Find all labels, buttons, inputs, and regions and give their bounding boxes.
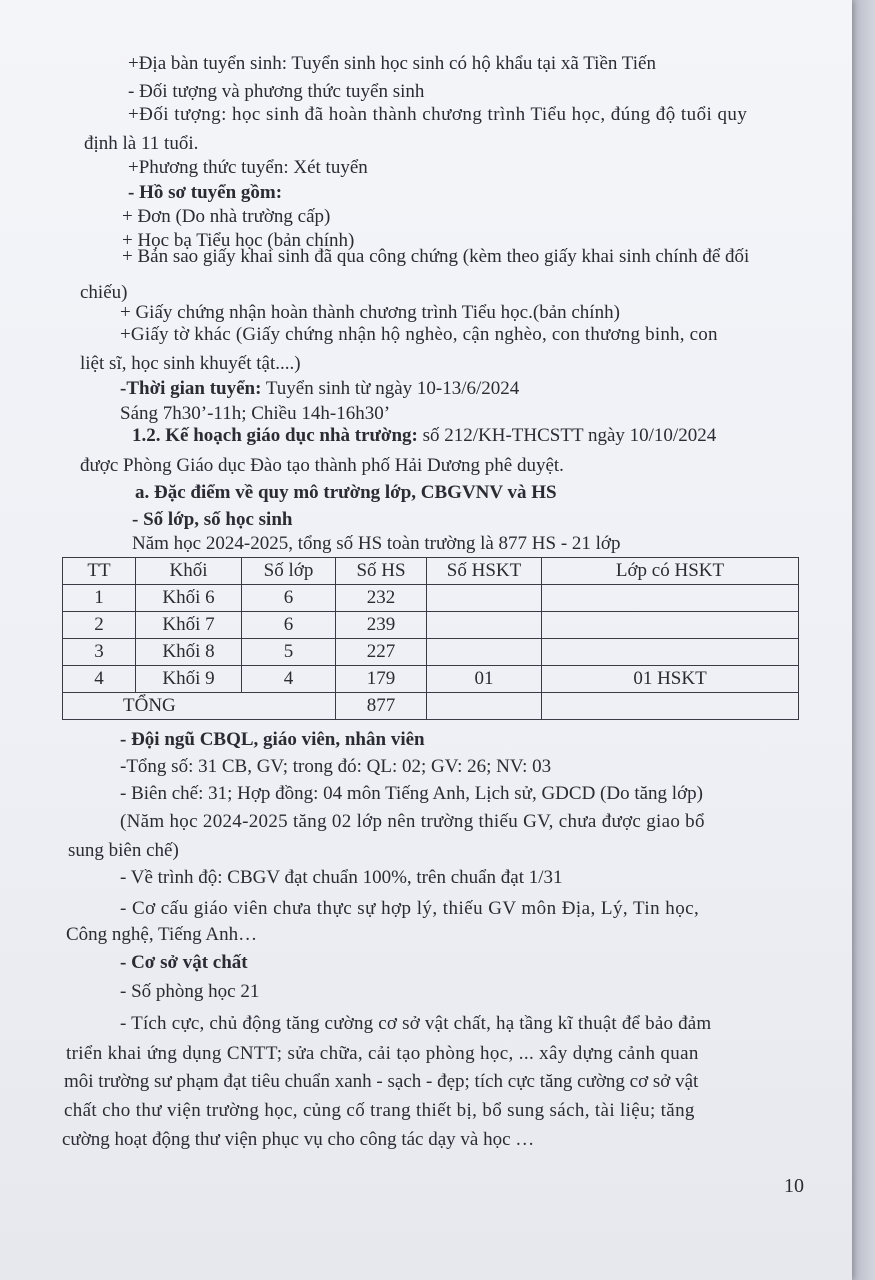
table-total-row: [63, 693, 799, 720]
section-heading: - Đội ngũ CBQL, giáo viên, nhân viên: [120, 729, 425, 750]
table-header-cell: Lớp có HSKT: [542, 558, 799, 585]
section-heading: a. Đặc điểm về quy mô trường lớp, CBGVNV và HS: [135, 482, 557, 503]
table-cell: [542, 693, 799, 720]
table-row: [63, 639, 799, 666]
text-line: +Giấy tờ khác (Giấy chứng nhận hộ nghèo, cận nghèo, con thương binh, con: [120, 324, 718, 345]
text-line: - Đối tượng và phương thức tuyển sinh: [128, 81, 425, 102]
page-number: 10: [784, 1175, 804, 1197]
table-cell: [542, 585, 799, 612]
table-row: [63, 666, 799, 693]
text-line: định là 11 tuổi.: [84, 133, 199, 154]
text-line: + Bản sao giấy khai sinh đã qua công chứng (kèm theo giấy khai sinh chính để đối: [122, 246, 750, 267]
table-cell: 4: [242, 666, 336, 693]
text-line: sung biên chế): [68, 840, 179, 861]
text-line: +Phương thức tuyển: Xét tuyển: [128, 157, 368, 178]
table-cell: [427, 693, 542, 720]
text-line: - Biên chế: 31; Hợp đồng: 04 môn Tiếng Anh, Lịch sử, GDCD (Do tăng lớp): [120, 783, 703, 804]
table-row: [63, 612, 799, 639]
text-line: +Đối tượng: học sinh đã hoàn thành chương trình Tiểu học, đúng độ tuổi quy: [128, 104, 748, 125]
text-line: - Cơ cấu giáo viên chưa thực sự hợp lý, thiếu GV môn Địa, Lý, Tin học,: [120, 898, 700, 919]
text-line: + Học bạ Tiểu học (bản chính): [122, 230, 355, 251]
table-cell: 5: [242, 639, 336, 666]
table-cell: 2: [63, 612, 136, 639]
total-students: 877: [336, 693, 427, 720]
text-line: -Tổng số: 31 CB, GV; trong đó: QL: 02; GV: 26; NV: 03: [120, 756, 552, 777]
text-line: chất cho thư viện trường học, củng cố trang thiết bị, bổ sung sách, tài liệu; tăng: [64, 1100, 695, 1121]
plan-heading: 1.2. Kế hoạch giáo dục nhà trường:: [132, 425, 418, 446]
text-line: [120, 377, 519, 401]
table-cell: 3: [63, 639, 136, 666]
text-line: + Đơn (Do nhà trường cấp): [122, 206, 331, 227]
table-cell: [427, 585, 542, 612]
table-cell: Khối 8: [136, 639, 242, 666]
table-cell: 6: [242, 612, 336, 639]
time-label: -Thời gian tuyển:: [120, 378, 262, 399]
table-header-cell: Khối: [136, 558, 242, 585]
text-line: môi trường sư phạm đạt tiêu chuẩn xanh - sạch - đẹp; tích cực tăng cường cơ sở vật: [64, 1071, 699, 1092]
table-cell: [427, 639, 542, 666]
table-header-row: [63, 558, 799, 585]
background-edge: [852, 0, 875, 1280]
table-header-cell: TT: [63, 558, 136, 585]
table-header-cell: Số HSKT: [427, 558, 542, 585]
section-heading: - Hồ sơ tuyển gồm:: [128, 182, 283, 203]
table-cell: 232: [336, 585, 427, 612]
table-cell: 179: [336, 666, 427, 693]
text-line: [132, 424, 716, 448]
text-line: liệt sĩ, học sinh khuyết tật....): [80, 353, 301, 374]
text-line: +Địa bàn tuyển sinh: Tuyển sinh học sinh có hộ khẩu tại xã Tiền Tiến: [128, 53, 656, 74]
table-cell: 227: [336, 639, 427, 666]
text-line: cường hoạt động thư viện phục vụ cho công tác dạy và học …: [62, 1129, 535, 1150]
table-cell: Khối 9: [136, 666, 242, 693]
table-header-cell: Số lớp: [242, 558, 336, 585]
text-line: (Năm học 2024-2025 tăng 02 lớp nên trường thiếu GV, chưa được giao bổ: [120, 811, 705, 832]
time-value: Tuyển sinh từ ngày 10-13/6/2024: [261, 378, 520, 399]
section-heading: - Cơ sở vật chất: [120, 952, 248, 973]
text-line: chiếu): [80, 282, 128, 303]
table-cell: [542, 612, 799, 639]
text-line: - Số phòng học 21: [120, 981, 260, 1002]
table-cell: 01: [427, 666, 542, 693]
text-line: triển khai ứng dụng CNTT; sửa chữa, cải tạo phòng học, ... xây dựng cảnh quan: [66, 1043, 699, 1064]
table-header-cell: Số HS: [336, 558, 427, 585]
section-heading: - Số lớp, số học sinh: [132, 509, 293, 530]
text-line: Công nghệ, Tiếng Anh…: [66, 924, 258, 945]
table-cell: 01 HSKT: [542, 666, 799, 693]
text-line: Năm học 2024-2025, tổng số HS toàn trường là 877 HS - 21 lớp: [132, 533, 621, 554]
table-cell: 6: [242, 585, 336, 612]
text-line: - Tích cực, chủ động tăng cường cơ sở vật chất, hạ tầng kĩ thuật để bảo đảm: [120, 1013, 712, 1034]
table-cell: 4: [63, 666, 136, 693]
table-cell: Khối 7: [136, 612, 242, 639]
plan-value: số 212/KH-THCSTT ngày 10/10/2024: [417, 425, 717, 446]
text-line: Sáng 7h30’-11h; Chiều 14h-16h30’: [120, 403, 391, 424]
text-line: được Phòng Giáo dục Đào tạo thành phố Hải Dương phê duyệt.: [80, 455, 564, 476]
text-line: + Giấy chứng nhận hoàn thành chương trình Tiểu học.(bản chính): [120, 302, 620, 323]
table-cell: [427, 612, 542, 639]
text-line: - Về trình độ: CBGV đạt chuẩn 100%, trên chuẩn đạt 1/31: [120, 867, 563, 888]
student-table: [62, 557, 799, 720]
table-cell: 239: [336, 612, 427, 639]
table-cell: 1: [63, 585, 136, 612]
total-label: TỔNG: [63, 693, 336, 720]
table-cell: Khối 6: [136, 585, 242, 612]
table-row: [63, 585, 799, 612]
table-cell: [542, 639, 799, 666]
